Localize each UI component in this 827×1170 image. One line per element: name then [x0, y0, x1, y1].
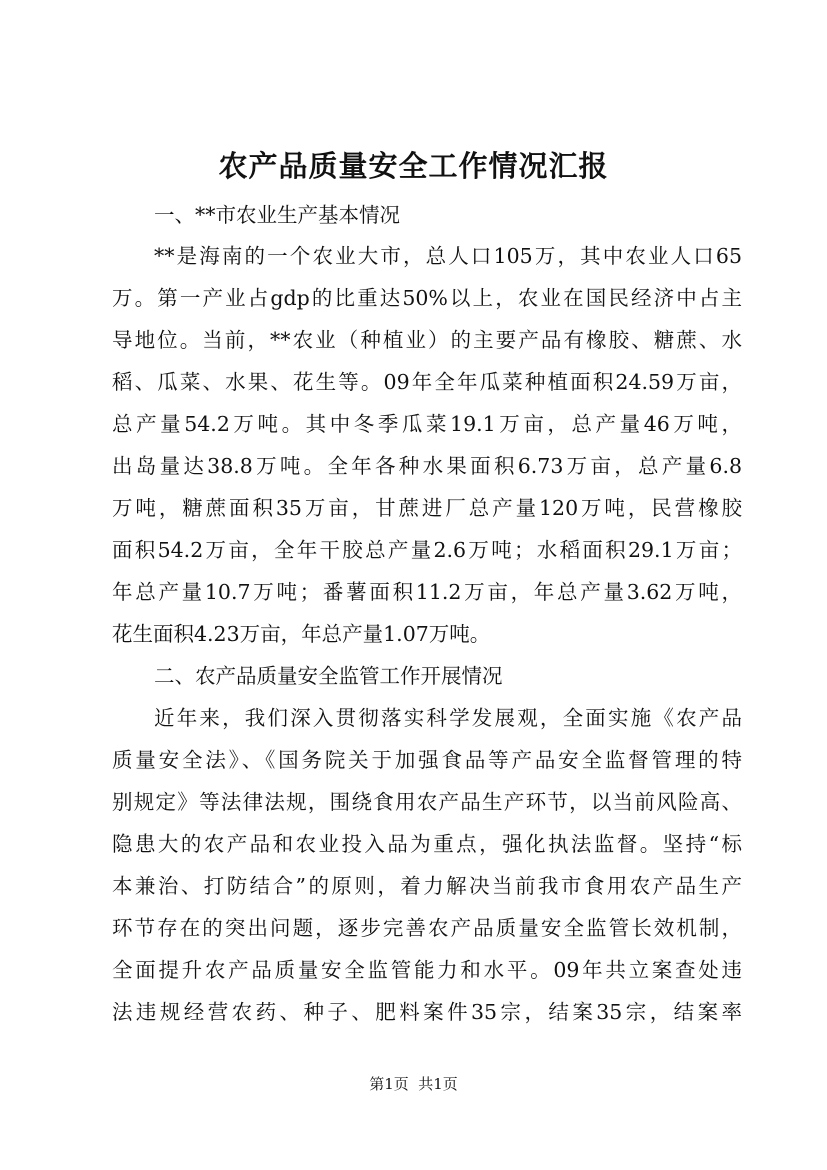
paragraph-line: 近年来，我们深入贯彻落实科学发展观，全面实施《农产品 — [154, 706, 742, 730]
paragraph-line: 法违规经营农药、种子、肥料案件35宗，结案35宗，结案率 — [112, 1000, 742, 1024]
page-footer: 第1页 共1页 — [369, 1075, 458, 1093]
section-heading-1: 一、**市农业生产基本情况 — [154, 203, 400, 227]
paragraph-line: 导地位。当前，**农业（种植业）的主要产品有橡胶、糖蔗、水 — [112, 328, 742, 352]
section-heading-2: 二、农产品质量安全监管工作开展情况 — [154, 664, 503, 688]
paragraph-line: 质量安全法》、《国务院关于加强食品等产品安全监督管理的特 — [112, 748, 742, 772]
paragraph-line: 年总产量10.7万吨；番薯面积11.2万亩，年总产量3.62万吨， — [112, 580, 742, 604]
paragraph-line: 环节存在的突出问题，逐步完善农产品质量安全监管长效机制， — [112, 916, 742, 940]
paragraph-line: 花生面积4.23万亩，年总产量1.07万吨。 — [112, 622, 491, 646]
paragraph-line: 别规定》等法律法规，围绕食用农产品生产环节，以当前风险高、 — [112, 790, 742, 814]
paragraph-line: 总产量54.2万吨。其中冬季瓜菜19.1万亩，总产量46万吨， — [112, 412, 742, 436]
paragraph-line: 出岛量达38.8万吨。全年各种水果面积6.73万亩，总产量6.8 — [112, 454, 742, 478]
paragraph-line: 全面提升农产品质量安全监管能力和水平。09年共立案查处违 — [112, 958, 742, 982]
document-title: 农产品质量安全工作情况汇报 — [218, 149, 609, 183]
paragraph-line: 隐患大的农产品和农业投入品为重点，强化执法监督。坚持“标 — [112, 832, 742, 856]
paragraph-line: 本兼治、打防结合”的原则，着力解决当前我市食用农产品生产 — [112, 874, 742, 898]
paragraph-line: 万吨，糖蔗面积35万亩，甘蔗进厂总产量120万吨，民营橡胶 — [112, 496, 742, 520]
paragraph-line: 面积54.2万亩，全年干胶总产量2.6万吨；水稻面积29.1万亩； — [112, 538, 742, 562]
paragraph-line: 万。第一产业占gdp的比重达50%以上，农业在国民经济中占主 — [112, 286, 742, 310]
paragraph-line: **是海南的一个农业大市，总人口105万，其中农业人口65 — [154, 244, 742, 268]
paragraph-line: 稻、瓜菜、水果、花生等。09年全年瓜菜种植面积24.59万亩， — [112, 370, 742, 394]
